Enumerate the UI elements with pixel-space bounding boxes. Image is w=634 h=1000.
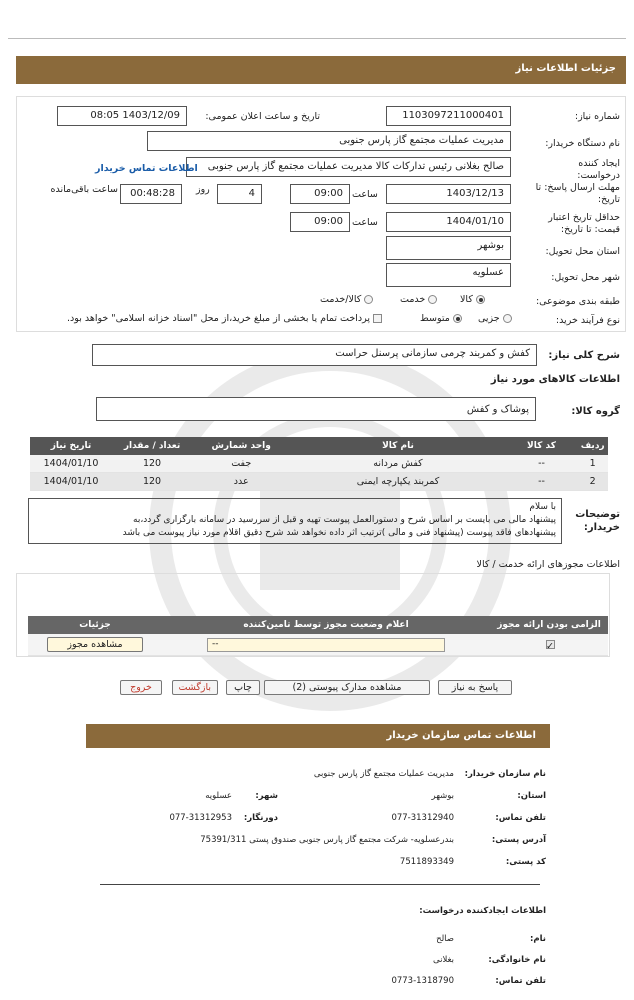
- contact-address-value: بندرعسلویه- شرکت مجتمع گاز پارس جنوبی صندوق پستی 75391/311: [200, 835, 454, 845]
- back-button[interactable]: بازگشت: [172, 680, 218, 695]
- contact-province-value: بوشهر: [431, 791, 454, 801]
- buyer-org-label: نام دستگاه خریدار:: [545, 138, 620, 149]
- cell-name: کمربند یکپارچه ایمنی: [290, 473, 505, 491]
- days-label: روز: [196, 184, 210, 195]
- col-permit-details: جزئیات: [28, 616, 162, 634]
- permits-title: اطلاعات مجوزهای ارائه خدمت / کالا: [476, 559, 620, 570]
- remaining-time-field: 00:48:28: [120, 184, 182, 204]
- goods-group-label: گروه کالا:: [571, 406, 620, 417]
- creator-name-label: نام:: [529, 934, 546, 944]
- goods-info-title: اطلاعات کالاهای مورد نیاز: [490, 374, 620, 385]
- category-option-both-label: کالا/خدمت: [320, 294, 362, 305]
- cell-permit-status: [162, 634, 490, 656]
- cell-date: 1404/01/10: [30, 473, 112, 491]
- print-button[interactable]: چاپ: [226, 680, 260, 695]
- col-unit: واحد شمارش: [192, 437, 290, 455]
- view-permit-button[interactable]: مشاهده مجوز: [47, 637, 143, 652]
- contact-org-label: نام سازمان خریدار:: [464, 769, 546, 779]
- cell-permit-required: [490, 634, 608, 656]
- city-label: شهر محل تحویل:: [551, 272, 620, 283]
- col-name: نام کالا: [290, 437, 505, 455]
- payment-treasury-option[interactable]: [52, 313, 382, 324]
- creator-info-title: اطلاعات ایجادکننده درخواست:: [419, 906, 546, 916]
- need-number-field: 1103097211000401: [386, 106, 511, 126]
- radio-icon[interactable]: [503, 314, 512, 323]
- cell-unit: عدد: [192, 473, 290, 491]
- permits-table: [28, 616, 608, 656]
- send-deadline-time-label: ساعت: [352, 189, 378, 200]
- process-option-medium[interactable]: [420, 313, 462, 324]
- cell-unit: جفت: [192, 455, 290, 473]
- city-field: عسلویه: [386, 263, 511, 287]
- category-label: طبقه بندی موضوعی:: [535, 296, 620, 307]
- price-validity-date-field: 1404/01/10: [386, 212, 511, 232]
- col-permit-status: اعلام وضعیت مجوز توسط تامین‌کننده: [162, 616, 490, 634]
- reply-button[interactable]: پاسخ به نیاز: [438, 680, 512, 695]
- contact-phone-value: 077-31312940: [391, 813, 454, 823]
- creator-label: ایجاد کننده درخواست:: [577, 158, 620, 181]
- table-row: [30, 455, 608, 473]
- goods-group-field: پوشاک و کفش: [96, 397, 536, 421]
- items-table: [30, 437, 608, 491]
- days-field: 4: [217, 184, 262, 204]
- province-field: بوشهر: [386, 236, 511, 260]
- col-permit-required: الزامی بودن ارائه مجوز: [490, 616, 608, 634]
- col-quantity: تعداد / مقدار: [112, 437, 192, 455]
- remaining-time-label: ساعت باقی‌مانده: [50, 184, 118, 195]
- send-deadline-time-field: 09:00: [290, 184, 350, 204]
- cell-quantity: 120: [112, 455, 192, 473]
- contact-fax-label: دورنگار:: [243, 813, 278, 823]
- creator-family-label: نام خانوادگی:: [488, 955, 546, 965]
- price-validity-label: حداقل تاریخ اعتبار قیمت: تا تاریخ:: [548, 212, 620, 235]
- buyer-notes-line: پیشنهاد مالی می بایست بر اساس شرح و دستورالعمل پیوست تهیه و قبل از سررسید در سامانه بارگزاری گردد،به: [133, 515, 556, 525]
- need-number-label: شماره نیاز:: [574, 111, 620, 122]
- province-label: استان محل تحویل:: [545, 246, 620, 257]
- payment-note: پرداخت تمام یا بخشی از مبلغ خرید،از محل "اسناد خزانه اسلامی" خواهد بود.: [67, 313, 370, 324]
- price-validity-time-label: ساعت: [352, 217, 378, 228]
- col-date: تاریخ نیاز: [30, 437, 112, 455]
- top-divider: [8, 38, 626, 39]
- view-attachments-button[interactable]: مشاهده مدارک پیوستی (2): [264, 680, 430, 695]
- table-row: [30, 473, 608, 491]
- cell-name: کفش مردانه: [290, 455, 505, 473]
- contact-divider: [100, 884, 540, 885]
- contact-city-label: شهر:: [255, 791, 278, 801]
- summary-field: کفش و کمربند چرمی سازمانی پرسنل حراست: [92, 344, 537, 366]
- contact-province-label: استان:: [517, 791, 546, 801]
- contact-phone-label: تلفن تماس:: [495, 813, 546, 823]
- radio-selected-icon[interactable]: [476, 295, 485, 304]
- process-option-minor-label: جزیی: [478, 313, 500, 324]
- send-deadline-date-field: 1403/12/13: [386, 184, 511, 204]
- buyer-notes-line: پیشنهادهای فاقد پیوست (پیشنهاد فنی و مالی )ترتیب اثر داده نخواهد شد شرح دقیق اقلام مورد نیاز پیوست می باشد: [122, 528, 556, 538]
- buyer-notes-label: توضیحات خریدار:: [575, 509, 620, 533]
- announce-label: تاریخ و ساعت اعلان عمومی:: [205, 111, 320, 122]
- cell-permit-details: [28, 634, 162, 656]
- cell-code: --: [506, 455, 578, 473]
- contact-fax-value: 077-31312953: [169, 813, 232, 823]
- table-row: [28, 634, 608, 656]
- col-code: کد کالا: [506, 437, 578, 455]
- cell-code: --: [506, 473, 578, 491]
- category-option-service[interactable]: [400, 294, 437, 305]
- process-label: نوع فرآیند خرید:: [555, 315, 620, 326]
- announce-field: 1403/12/09 08:05: [57, 106, 187, 126]
- creator-phone-value: 0773-1318790: [391, 976, 454, 986]
- col-row: ردیف: [577, 437, 608, 455]
- category-option-service-label: خدمت: [400, 294, 426, 305]
- category-option-goods-label: کالا: [460, 294, 473, 305]
- creator-field: صالح بغلانی رئیس تدارکات کالا مدیریت عملیات مجتمع گاز پارس جنوبی: [186, 157, 511, 177]
- exit-button[interactable]: خروج: [120, 680, 162, 695]
- price-validity-time-field: 09:00: [290, 212, 350, 232]
- contact-org-value: مدیریت عملیات مجتمع گاز پارس جنوبی: [313, 769, 454, 779]
- contact-header: اطلاعات تماس سازمان خریدار: [86, 724, 550, 748]
- contact-address-label: آدرس پستی:: [491, 835, 546, 845]
- category-option-goods[interactable]: [460, 294, 485, 305]
- contact-postal-value: 7511893349: [399, 857, 454, 867]
- process-option-medium-label: متوسط: [420, 313, 450, 324]
- creator-phone-label: تلفن تماس:: [495, 976, 546, 986]
- cell-row: 2: [577, 473, 608, 491]
- buyer-contact-link[interactable]: اطلاعات تماس خریدار: [95, 163, 198, 174]
- cell-quantity: 120: [112, 473, 192, 491]
- checkbox-icon[interactable]: [373, 314, 382, 323]
- cell-date: 1404/01/10: [30, 455, 112, 473]
- radio-icon[interactable]: [364, 295, 373, 304]
- contact-postal-label: کد پستی:: [505, 857, 546, 867]
- buyer-notes-box: [28, 498, 562, 544]
- summary-label: شرح کلی نیاز:: [548, 350, 620, 361]
- cell-row: 1: [577, 455, 608, 473]
- send-deadline-label: مهلت ارسال پاسخ: تا تاریخ:: [535, 182, 620, 205]
- radio-selected-icon[interactable]: [453, 314, 462, 323]
- permit-status-field: --: [207, 638, 445, 652]
- buyer-notes-line: با سلام: [529, 502, 556, 512]
- category-option-both[interactable]: [320, 294, 373, 305]
- process-option-minor[interactable]: [478, 313, 512, 324]
- page-header: جزئیات اطلاعات نیاز: [16, 56, 626, 84]
- checked-checkbox-icon: ✓: [546, 641, 554, 652]
- radio-icon[interactable]: [428, 295, 437, 304]
- creator-family-value: بغلانی: [433, 955, 454, 965]
- creator-name-value: صالح: [436, 934, 454, 944]
- buyer-org-field: مدیریت عملیات مجتمع گاز پارس جنوبی: [147, 131, 511, 151]
- contact-city-value: عسلویه: [205, 791, 232, 801]
